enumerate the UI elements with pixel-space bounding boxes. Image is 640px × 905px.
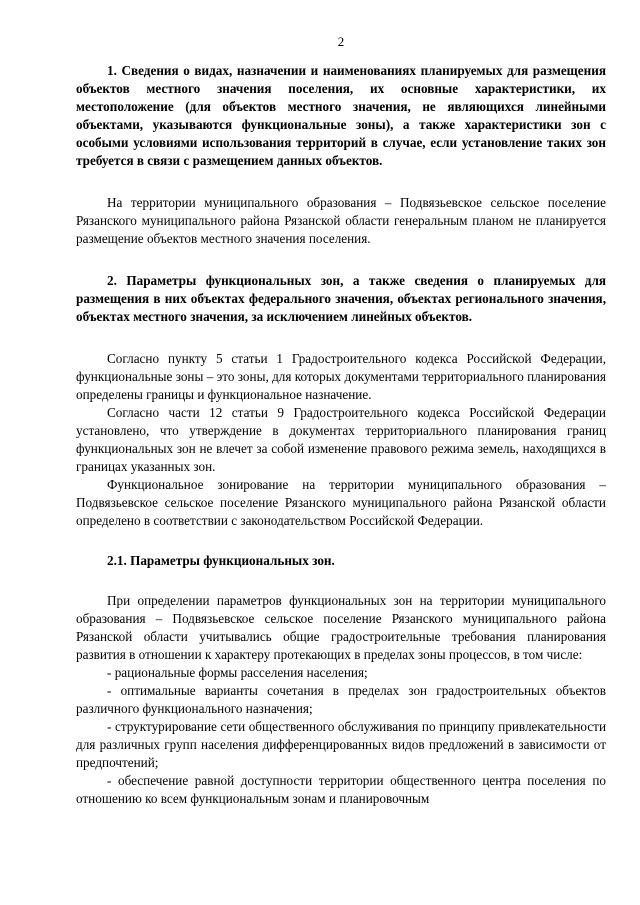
list-item: - оптимальные варианты сочетания в пределах зон градостроительных объектов различного функционального назначения; [76, 683, 606, 716]
list-item: - структурирование сети общественного обслуживания по принципу привлекательности для различных групп населения дифференцированных видов предложений в зависимости от предпочтений; [76, 719, 606, 770]
section-2-1-heading: 2.1. Параметры функциональных зон. [107, 553, 335, 568]
list-item: - рациональные формы расселения населения; [107, 665, 368, 680]
section-2-paragraph: Согласно части 12 статьи 9 Градостроительного кодекса Российской Федерации установлено, что утверждение в документах территориального планирования границ функциональных зон не влечет за собой изменение правового режима земель, находящихся в границах указанных зон. [76, 405, 606, 474]
section-2-1-intro: При определении параметров функциональных зон на территории муниципального образования – Подвязьевское сельское поселение Рязанского муниципального района Рязанской области учитывались общие градостроительные требования планирования развития в отношении к характеру протекающих в пределах зоны процессов, в том числе: [76, 593, 606, 662]
spacer [76, 570, 606, 592]
list-item: - обеспечение равной доступности территории общественного центра поселения по отношению ко всем функциональным зонам и планировочным [76, 773, 606, 806]
section-1-paragraph: На территории муниципального образования – Подвязьевское сельское поселение Рязанского муниципального района Рязанской области генеральным планом не планируется размещение объектов местного значения поселения. [76, 195, 606, 246]
spacer [76, 248, 606, 272]
section-2-paragraph: Согласно пункту 5 статьи 1 Градостроительного кодекса Российской Федерации, функциональные зоны – это зоны, для которых документами территориального планирования определены границы и функциональное назначение. [76, 351, 606, 402]
section-2-heading: 2. Параметры функциональных зон, а также сведения о планируемых для размещения в них объектах федерального значения, объектах регионального значения, объектах местного значения, за исключением линейных объектов. [76, 273, 606, 324]
section-1-heading: 1. Сведения о видах, назначении и наименованиях планируемых для размещения объектов местного значения поселения, их основные характеристики, их местоположение (для объектов местного значения, не являющихся линейными объектами, указываются функциональные зоны), а также характеристики зон с особыми условиями использования территорий в случае, если установление таких зон требуется в связи с размещением данных объектов. [76, 63, 606, 168]
spacer [76, 170, 606, 194]
spacer [76, 326, 606, 350]
section-2-paragraph: Функциональное зонирование на территории муниципального образования – Подвязьевское сельское поселение Рязанского муниципального района Рязанской области определено в соответствии с законодательством Российской Федерации. [76, 477, 606, 528]
page-number: 2 [337, 34, 345, 49]
spacer [76, 530, 606, 552]
